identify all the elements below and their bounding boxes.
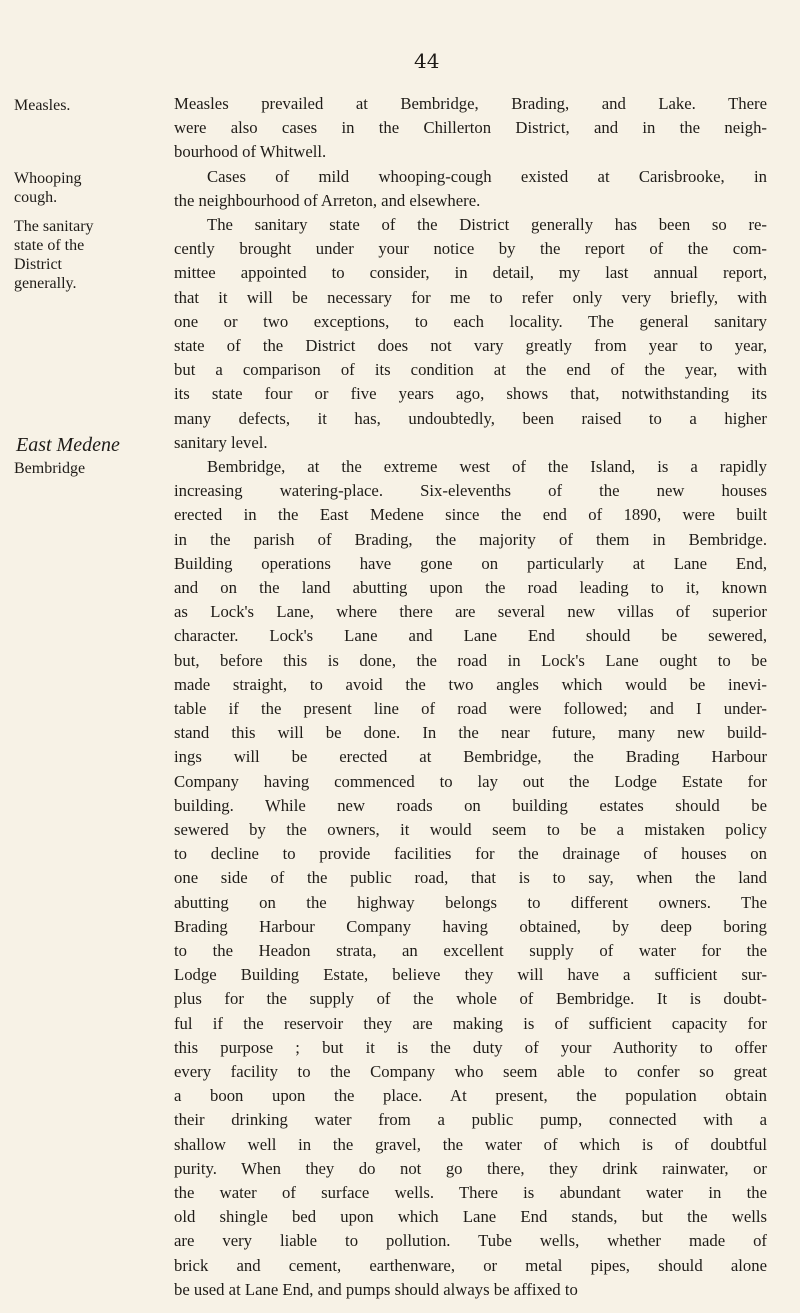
- body-line: were also cases in the Chillerton District, and in the neigh-: [174, 118, 767, 138]
- body-line: stand this will be done. In the near future, many new build-: [174, 723, 767, 743]
- body-line: ful if the reservoir they are making is of sufficient capacity for: [174, 1013, 767, 1033]
- body-line: but a comparison of its condition at the end of the year, with: [174, 360, 767, 380]
- margin-note-measles: Measles.: [14, 97, 71, 114]
- margin-note-sanitary-state-3: District: [14, 256, 62, 273]
- body-line: a boon upon the place. At present, the population obtain: [174, 1086, 767, 1106]
- body-line: table if the present line of road were followed; and I under-: [174, 699, 767, 718]
- margin-note-sanitary-state-2: state of the: [14, 237, 85, 254]
- body-line: their drinking water from a public pump, connected with a: [174, 1110, 767, 1130]
- body-line: this purpose ; but it is the duty of your Authority to offer: [174, 1037, 767, 1057]
- body-line: increasing watering-place. Six-elevenths of the new houses: [174, 481, 767, 501]
- body-line: as Lock's Lane, where there are several new villas of superior: [174, 602, 767, 622]
- body-line: building. While new roads on building estates should be: [174, 795, 767, 815]
- body-line: one or two exceptions, to each locality. The general sanitary: [174, 311, 767, 331]
- margin-note-whooping-cough: Whooping: [14, 169, 82, 187]
- body-line: Company having commenced to lay out the Lodge Estate for: [174, 771, 767, 791]
- body-line: Cases of mild whooping-cough existed at Carisbrooke, in: [207, 166, 767, 186]
- body-line: shallow well in the gravel, the water of which is of doubtful: [174, 1134, 767, 1154]
- margin-note-sanitary-state-4: generally.: [14, 275, 77, 292]
- body-line: erected in the East Medene since the end of 1890, were built: [174, 505, 767, 525]
- margin-note-whooping-cough-2: cough.: [14, 188, 58, 206]
- body-line: one side of the public road, that is to say, when the land: [174, 868, 767, 888]
- body-line: are very liable to pollution. Tube wells, whether made of: [174, 1231, 767, 1251]
- body-line: sewered by the owners, it would seem to be a mistaken policy: [174, 820, 767, 839]
- body-line: state of the District does not vary greatly from year to year,: [174, 336, 767, 355]
- body-line: mittee appointed to consider, in detail, my last annual report,: [174, 263, 767, 283]
- body-line: ings will be erected at Bembridge, the Brading Harbour: [174, 747, 767, 767]
- body-line: in the parish of Brading, the majority of them in Bembridge.: [174, 529, 767, 549]
- body-line: The sanitary state of the District generally has been so re-: [207, 215, 767, 234]
- body-line: the water of surface wells. There is abundant water in the: [174, 1183, 767, 1202]
- body-line: plus for the supply of the whole of Bembridge. It is doubt-: [174, 989, 767, 1009]
- body-line: character. Lock's Lane and Lane End should be sewered,: [174, 626, 767, 646]
- body-line: many defects, it has, undoubtedly, been raised to a higher: [174, 408, 767, 428]
- body-line: and on the land abutting upon the road leading to it, known: [174, 578, 767, 597]
- body-line: be used at Lane End, and pumps should always be affixed to: [174, 1279, 578, 1299]
- page-number: 44: [414, 49, 440, 73]
- body-line: purity. When they do not go there, they drink rainwater, or: [174, 1158, 767, 1178]
- margin-note-east-medene: East Medene: [16, 433, 120, 456]
- body-line: Building operations have gone on particularly at Lane End,: [174, 553, 767, 573]
- body-line: every facility to the Company who seem able to confer so great: [174, 1062, 767, 1081]
- body-line: Measles prevailed at Bembridge, Brading, and Lake. There: [174, 94, 767, 113]
- body-line: but, before this is done, the road in Lock's Lane ought to be: [174, 650, 767, 670]
- body-line: sanitary level.: [174, 432, 268, 452]
- body-line: the neighbourhood of Arreton, and elsewhere.: [174, 190, 481, 210]
- body-line: bourhood of Whitwell.: [174, 142, 327, 162]
- body-line: brick and cement, earthenware, or metal pipes, should alone: [174, 1255, 767, 1275]
- margin-note-sanitary-state: The sanitary: [14, 218, 94, 235]
- body-line: old shingle bed upon which Lane End stands, but the wells: [174, 1207, 767, 1227]
- body-line: to the Headon strata, an excellent supply of water for the: [174, 941, 767, 960]
- body-line: its state four or five years ago, shows that, notwithstanding its: [174, 384, 767, 404]
- body-line: Brading Harbour Company having obtained, by deep boring: [174, 916, 767, 936]
- body-line: abutting on the highway belongs to different owners. The: [174, 892, 767, 912]
- body-line: to decline to provide facilities for the drainage of houses on: [174, 844, 767, 864]
- body-line: that it will be necessary for me to refer only very briefly, with: [174, 287, 767, 307]
- margin-note-bembridge: Bembridge: [14, 460, 86, 477]
- body-line: Lodge Building Estate, believe they will have a sufficient sur-: [174, 965, 767, 985]
- body-line: Bembridge, at the extreme west of the Island, is a rapidly: [207, 457, 767, 476]
- body-line: cently brought under your notice by the report of the com-: [174, 239, 767, 259]
- body-line: made straight, to avoid the two angles which would be inevi-: [174, 674, 767, 694]
